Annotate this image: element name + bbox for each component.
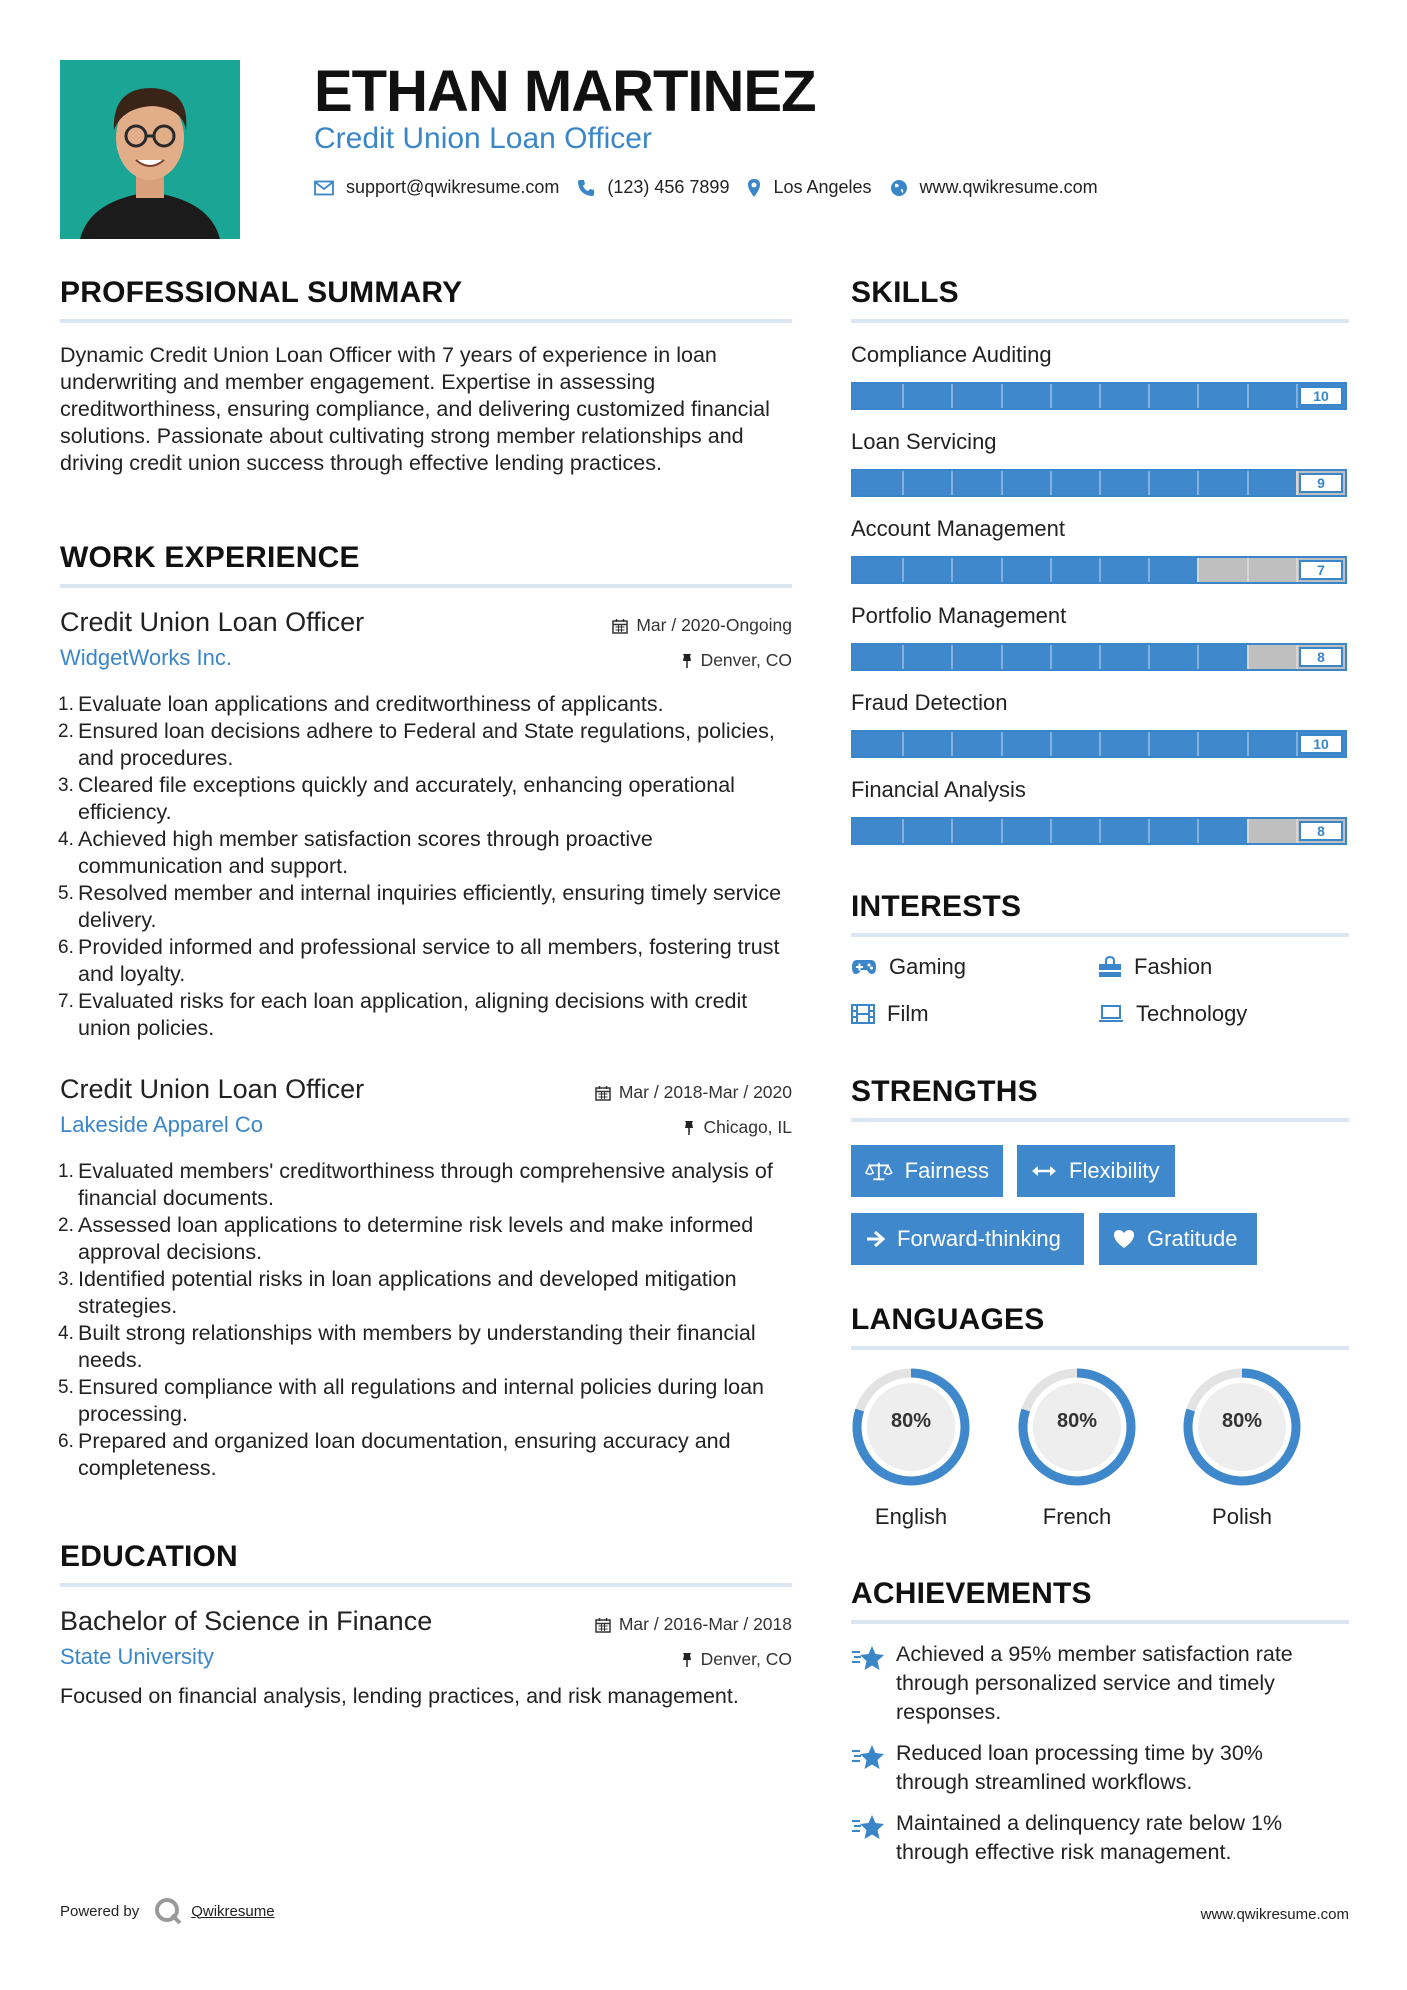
arrow-right-icon: [865, 1229, 885, 1249]
degree-title: Bachelor of Science in Finance: [60, 1606, 433, 1636]
skill-bar-segment: [1148, 732, 1150, 756]
duty-text: Cleared file exceptions quickly and accurately, enhancing operational efficiency.: [78, 773, 735, 824]
job-company: WidgetWorks Inc.: [60, 645, 232, 670]
duty-text: Evaluated members' creditworthiness through comprehensive analysis of financial documents.: [78, 1159, 773, 1210]
duty-text: Assessed loan applications to determine risk levels and make informed approval decisions.: [78, 1213, 754, 1264]
language-name: Polish: [1212, 1504, 1272, 1529]
skill-bar-segment: [1247, 819, 1249, 843]
candidate-name: ETHAN MARTINEZ: [314, 59, 816, 124]
job-dates-text: Mar / 2018-Mar / 2020: [618, 1082, 792, 1102]
skill-bar-segment: [1001, 732, 1003, 756]
education-description: Focused on financial analysis, lending practices, and risk management.: [60, 1684, 739, 1708]
job-entry: [58, 607, 792, 1040]
skill-bar-segment: [951, 819, 953, 843]
job-location: [681, 650, 792, 671]
job-title: Credit Union Loan Officer: [60, 607, 365, 637]
list-item: 5. Ensured compliance with all regulations and internal policies during loan processing.: [58, 1375, 765, 1426]
skill-bar-segment: [1050, 732, 1052, 756]
skill-bar-fill: [853, 558, 1197, 582]
skill-bar-segment: [1050, 558, 1052, 582]
strength-badge: [1017, 1145, 1175, 1197]
skill-bar-segment: [902, 471, 904, 495]
skill-bar-segment: [1296, 732, 1298, 756]
skill-name: Fraud Detection: [851, 690, 1008, 715]
job-dates: [612, 615, 792, 636]
job-dates-text: Mar / 2020-Ongoing: [636, 615, 792, 635]
skill-bar-segment: [1148, 384, 1150, 408]
calendar-icon: [595, 1617, 611, 1633]
skill-bar-segment: [951, 645, 953, 669]
skill-bar-segment: [1099, 645, 1101, 669]
skill-bar-segment: [902, 384, 904, 408]
list-item: 1. Evaluated members' creditworthiness through comprehensive analysis of financial documents.: [58, 1159, 773, 1210]
skill-bar-segment: [1001, 384, 1003, 408]
duty-text: Prepared and organized loan documentation, ensuring accuracy and completeness.: [78, 1429, 731, 1480]
experience-heading: WORK EXPERIENCE: [60, 541, 360, 574]
skill-bar: [851, 469, 1347, 497]
arrows-horizontal-icon: [1031, 1164, 1057, 1178]
pushpin-icon: [681, 653, 693, 669]
list-item: 7. Evaluated risks for each loan application, aligning decisions with credit union policies.: [58, 989, 748, 1040]
contact-website[interactable]: [890, 177, 1098, 198]
achievement-text: Reduced loan processing time by 30% through streamlined workflows.: [896, 1741, 1263, 1794]
skill-bar-segment: [902, 645, 904, 669]
powered-by-text: Powered by: [60, 1902, 140, 1920]
language-item: [1016, 1366, 1138, 1529]
list-item: 5. Resolved member and internal inquiries efficiently, ensuring timely service delivery.: [58, 881, 782, 932]
skill-bar-segment: [1099, 384, 1101, 408]
skill-name: Portfolio Management: [851, 603, 1067, 628]
strength-label: Gratitude: [1147, 1226, 1238, 1251]
calendar-icon: [595, 1085, 611, 1101]
interest-label: Technology: [1136, 1001, 1248, 1026]
skill-bar-segment: [1148, 471, 1150, 495]
skill-bar-segment: [1001, 471, 1003, 495]
job-duties-list: [60, 1158, 800, 1482]
summary-heading: PROFESSIONAL SUMMARY: [60, 276, 463, 309]
skill-bar-segment: [1197, 819, 1199, 843]
skill-bar: [851, 643, 1347, 671]
achievement-text: Achieved a 95% member satisfaction rate through personalized service and timely responses.: [896, 1642, 1293, 1724]
language-name: French: [1042, 1504, 1112, 1529]
skill-bar-segment: [1050, 471, 1052, 495]
skill-bar: [851, 556, 1347, 584]
strengths-divider: [851, 1118, 1349, 1122]
skill-bar: [851, 730, 1347, 758]
job-location: [683, 1117, 792, 1138]
skills-divider: [851, 319, 1349, 323]
skill-bar-segment: [1247, 732, 1249, 756]
laptop-icon: [1098, 1005, 1124, 1023]
skill-bar-segment: [1050, 645, 1052, 669]
education-dates-text: Mar / 2016-Mar / 2018: [618, 1614, 792, 1634]
languages-heading: LANGUAGES: [851, 1303, 1045, 1336]
job-duties-list: [60, 691, 800, 1042]
profile-photo: [60, 60, 240, 239]
interests-heading: INTERESTS: [851, 890, 1022, 923]
balance-scale-icon: [865, 1160, 893, 1182]
job-entry: [60, 1074, 792, 1494]
phone-icon: [577, 179, 595, 197]
language-percent: 80%: [890, 1410, 932, 1432]
skill-bar-segment: [1247, 558, 1249, 582]
skill-score: 9: [1299, 473, 1343, 493]
interest-gaming: [851, 954, 966, 980]
skill-bar-segment: [1197, 558, 1199, 582]
interest-film: [851, 1001, 929, 1027]
duty-text: Ensured loan decisions adhere to Federal and State regulations, policies, and procedures.: [78, 719, 775, 770]
envelope-icon: [314, 180, 334, 196]
heart-icon: [1113, 1229, 1135, 1249]
strength-label: Fairness: [904, 1158, 989, 1183]
language-percent: 80%: [1221, 1410, 1263, 1432]
skill-bar-segment: [1148, 819, 1150, 843]
strength-badge: [851, 1145, 1003, 1197]
skill-score: 8: [1299, 821, 1343, 841]
languages-divider: [851, 1346, 1349, 1350]
skill-bar-segment: [1099, 732, 1101, 756]
email-text: support@qwikresume.com: [346, 177, 560, 197]
education-dates: [595, 1614, 792, 1635]
strengths-heading: STRENGTHS: [851, 1075, 1038, 1108]
footer-powered-by: [60, 1896, 275, 1926]
strength-label: Forward-thinking: [897, 1226, 1061, 1251]
skill-bar-segment: [1050, 384, 1052, 408]
education-divider: [60, 1583, 792, 1587]
shooting-star-icon: [851, 1743, 885, 1773]
job-dates: [595, 1082, 792, 1103]
interest-technology: [1098, 1001, 1247, 1027]
shopping-bag-icon: [1098, 956, 1122, 978]
skill-bar-segment: [1001, 558, 1003, 582]
list-item: 1. Evaluate loan applications and creditworthiness of applicants.: [58, 692, 664, 716]
language-item: [850, 1366, 972, 1529]
skill-name: Loan Servicing: [851, 429, 997, 454]
interests-divider: [851, 933, 1349, 937]
education-location-text: Denver, CO: [700, 1649, 792, 1669]
strength-badge: [851, 1213, 1084, 1265]
list-item: 4. Achieved high member satisfaction scores through proactive communication and support.: [58, 827, 653, 878]
skill-bar-segment: [1247, 645, 1249, 669]
skill-bar-segment: [1197, 645, 1199, 669]
skill-bar-segment: [1099, 471, 1101, 495]
duty-text: Resolved member and internal inquiries efficiently, ensuring timely service delivery.: [78, 881, 782, 932]
duty-text: Identified potential risks in loan applications and developed mitigation strategies.: [78, 1267, 737, 1318]
map-pin-icon: [747, 178, 761, 198]
summary-text: Dynamic Credit Union Loan Officer with 7 years of experience in loan underwriting and member engagement. Expertise in assessing creditworthiness, ensuring compliance, and delivering customized financial solutions. Passionate about cultivating strong member relationships and driving credit union success through effective lending practices.: [60, 343, 770, 475]
contact-email[interactable]: [314, 177, 559, 198]
skill-bar-segment: [951, 732, 953, 756]
calendar-icon: [612, 618, 628, 634]
language-item: [1181, 1366, 1303, 1529]
skill-bar-segment: [1099, 819, 1101, 843]
interest-label: Fashion: [1134, 954, 1213, 979]
list-item: 6. Prepared and organized loan documentation, ensuring accuracy and completeness.: [58, 1429, 731, 1480]
skill-bar-segment: [1001, 819, 1003, 843]
skill-bar-segment: [902, 558, 904, 582]
skill-bar-segment: [1099, 558, 1101, 582]
list-item: 3. Cleared file exceptions quickly and accurately, enhancing operational efficiency.: [58, 773, 735, 824]
language-percent: 80%: [1056, 1410, 1098, 1432]
list-item: 6. Provided informed and professional service to all members, fostering trust and loyalty.: [58, 935, 780, 986]
education-entry: [60, 1606, 792, 1716]
pushpin-icon: [681, 1652, 693, 1668]
skill-bar-segment: [1296, 384, 1298, 408]
skill-bar-segment: [902, 819, 904, 843]
list-item: 3. Identified potential risks in loan applications and developed mitigation strategies.: [58, 1267, 737, 1318]
experience-divider: [60, 584, 792, 588]
strength-label: Flexibility: [1069, 1158, 1160, 1183]
skill-bar-segment: [1001, 645, 1003, 669]
website-text: www.qwikresume.com: [919, 177, 1098, 197]
skill-name: Compliance Auditing: [851, 342, 1052, 367]
list-item: 2. Assessed loan applications to determine risk levels and make informed approval decisions.: [58, 1213, 754, 1264]
contact-location: [747, 177, 871, 198]
skill-score: 8: [1299, 647, 1343, 667]
list-item: 2. Ensured loan decisions adhere to Federal and State regulations, policies, and procedures.: [58, 719, 775, 770]
globe-icon: [890, 179, 908, 197]
candidate-title: Credit Union Loan Officer: [314, 122, 652, 155]
interest-label: Gaming: [889, 954, 967, 979]
job-location-text: Denver, CO: [700, 650, 792, 670]
location-text: Los Angeles: [773, 177, 872, 197]
phone-text: (123) 456 7899: [607, 177, 730, 197]
language-name: English: [874, 1504, 948, 1529]
interest-label: Film: [887, 1001, 929, 1026]
skill-bar-segment: [1247, 471, 1249, 495]
skill-bar-segment: [1296, 471, 1298, 495]
skill-bar-segment: [902, 732, 904, 756]
duty-text: Achieved high member satisfaction scores through proactive communication and support.: [78, 827, 653, 878]
skill-bar-segment: [1296, 819, 1298, 843]
achievement-text: Maintained a delinquency rate below 1% through effective risk management.: [896, 1811, 1283, 1864]
contact-phone[interactable]: [577, 177, 729, 198]
skill-score: 10: [1299, 386, 1343, 406]
skill-bar-fill: [853, 471, 1296, 495]
skill-bar-segment: [951, 384, 953, 408]
achievements-divider: [851, 1620, 1349, 1624]
pushpin-icon: [683, 1120, 695, 1136]
strength-badge: [1099, 1213, 1257, 1265]
job-company: Lakeside Apparel Co: [60, 1112, 264, 1137]
shooting-star-icon: [851, 1644, 885, 1674]
skill-bar-segment: [1050, 819, 1052, 843]
skill-bar-segment: [951, 558, 953, 582]
skill-bar: [851, 382, 1347, 410]
skill-bar-segment: [1247, 384, 1249, 408]
duty-text: Evaluate loan applications and creditworthiness of applicants.: [78, 692, 664, 716]
job-title: Credit Union Loan Officer: [60, 1074, 365, 1104]
skill-bar-segment: [1296, 558, 1298, 582]
duty-text: Evaluated risks for each loan application, aligning decisions with credit union policies.: [78, 989, 748, 1040]
duty-text: Provided informed and professional service to all members, fostering trust and loyalty.: [78, 935, 780, 986]
person-avatar-icon: [60, 60, 240, 239]
interest-fashion: [1098, 954, 1212, 980]
brand-link[interactable]: Qwikresume: [191, 1902, 275, 1920]
skill-bar-segment: [1197, 471, 1199, 495]
duty-text: Built strong relationships with members by understanding their financial needs.: [78, 1321, 756, 1372]
summary-divider: [60, 319, 792, 323]
job-location-text: Chicago, IL: [703, 1117, 792, 1137]
gamepad-icon: [851, 958, 877, 976]
skill-bar-segment: [1296, 645, 1298, 669]
list-item: 4. Built strong relationships with members by understanding their financial needs.: [58, 1321, 756, 1372]
skill-bar-segment: [1197, 732, 1199, 756]
film-icon: [851, 1004, 875, 1024]
skill-bar-segment: [1148, 645, 1150, 669]
skill-name: Financial Analysis: [851, 777, 1026, 802]
school-name: State University: [60, 1644, 215, 1669]
skills-heading: SKILLS: [851, 276, 959, 309]
duty-text: Ensured compliance with all regulations and internal policies during loan processing.: [78, 1375, 765, 1426]
skill-bar-segment: [1148, 558, 1150, 582]
education-location: [681, 1649, 792, 1670]
education-heading: EDUCATION: [60, 1540, 238, 1573]
footer-website[interactable]: www.qwikresume.com: [1200, 1906, 1349, 1923]
qwikresume-logo-icon: [153, 1896, 183, 1926]
shooting-star-icon: [851, 1813, 885, 1843]
skill-name: Account Management: [851, 516, 1066, 541]
skill-bar-segment: [1197, 384, 1199, 408]
skill-score: 7: [1299, 560, 1343, 580]
achievements-heading: ACHIEVEMENTS: [851, 1577, 1092, 1610]
contact-row: [314, 177, 1116, 198]
skill-bar-segment: [951, 471, 953, 495]
skill-score: 10: [1299, 734, 1343, 754]
skill-bar: [851, 817, 1347, 845]
